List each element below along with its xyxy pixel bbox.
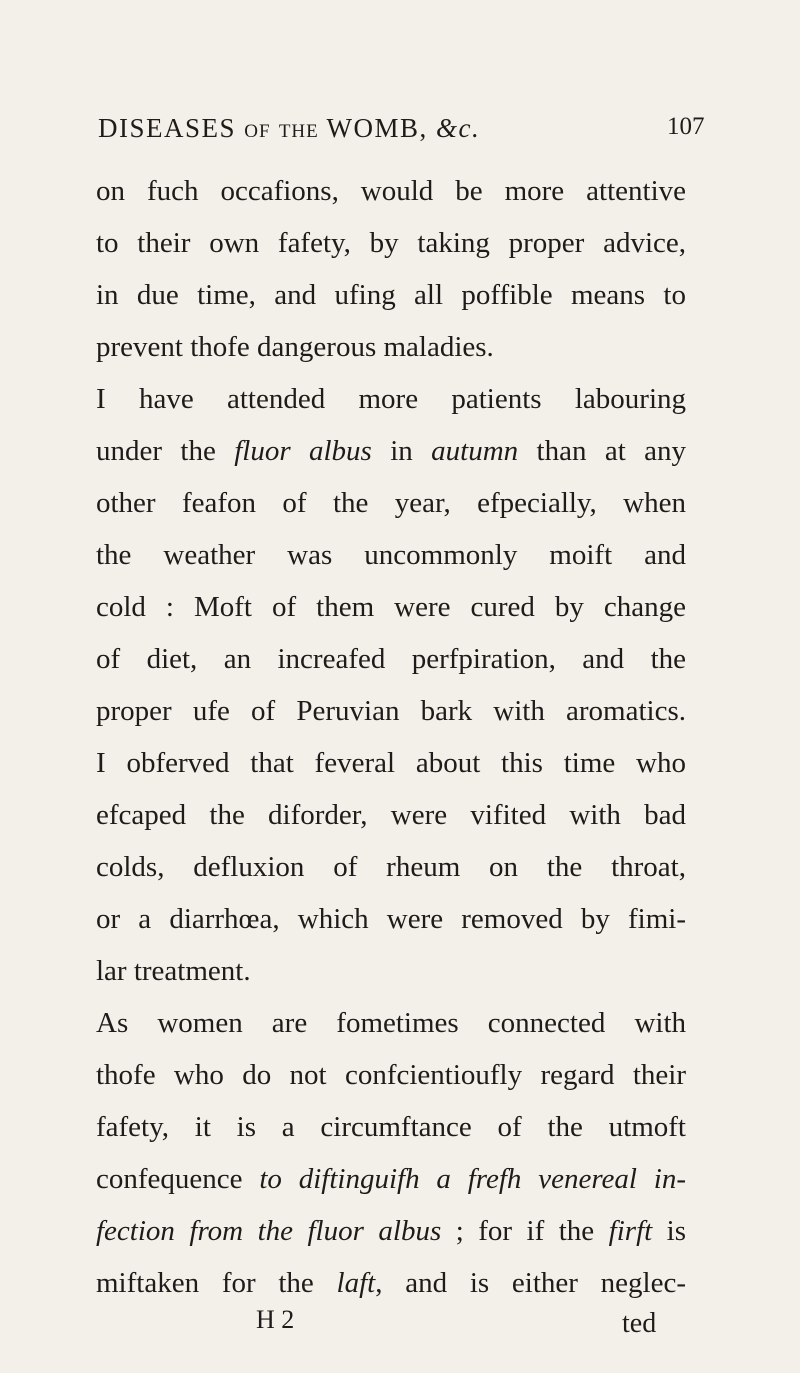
text-run: fafety, it is a circumftance of the utmoft bbox=[96, 1111, 686, 1143]
text-line bbox=[96, 893, 686, 945]
text-run: or a diarrhœa, which were removed by fimi- bbox=[96, 903, 686, 935]
text-run: ; for if the bbox=[441, 1215, 609, 1247]
running-head-diseases: DISEASES bbox=[98, 113, 237, 143]
text-run: I obferved that feveral about this time who bbox=[96, 747, 686, 779]
text-line bbox=[96, 945, 686, 997]
text-line bbox=[96, 529, 686, 581]
text-run: prevent thofe dangerous maladies. bbox=[96, 331, 494, 363]
running-head-of: OF bbox=[244, 121, 271, 142]
text-line bbox=[96, 997, 686, 1049]
text-line bbox=[96, 789, 686, 841]
text-run: of diet, an increafed perfpiration, and the bbox=[96, 643, 686, 675]
text-line bbox=[96, 581, 686, 633]
text-line bbox=[96, 737, 686, 789]
italic-run: fluor albus bbox=[234, 435, 372, 467]
text-run: confequence bbox=[96, 1163, 260, 1195]
text-run: in due time, and ufing all poffible means to bbox=[96, 279, 686, 311]
running-head-etc: &c. bbox=[436, 113, 481, 143]
text-run: to their own fafety, by taking proper advice, bbox=[96, 227, 686, 259]
text-line bbox=[96, 1205, 686, 1257]
text-run: I have attended more patients labouring bbox=[96, 383, 686, 415]
text-run: lar treatment. bbox=[96, 955, 251, 987]
text-run: colds, defluxion of rheum on the throat, bbox=[96, 851, 686, 883]
text-line bbox=[96, 1101, 686, 1153]
text-line bbox=[96, 477, 686, 529]
italic-run: to diftinguifh a frefh venereal in- bbox=[259, 1163, 687, 1195]
text-line bbox=[96, 373, 686, 425]
catchword: ted bbox=[622, 1308, 657, 1339]
running-head bbox=[98, 113, 718, 144]
text-run: , and is either neglec- bbox=[375, 1267, 686, 1299]
italic-run: fection from the fluor albus bbox=[96, 1215, 442, 1247]
text-run: other feafon of the year, efpecially, when bbox=[96, 487, 686, 519]
text-line bbox=[96, 633, 686, 685]
italic-run: firft bbox=[608, 1215, 653, 1247]
text-line bbox=[96, 269, 686, 321]
text-run: is bbox=[652, 1215, 687, 1247]
page-number: 107 bbox=[667, 113, 705, 140]
text-run: in bbox=[371, 435, 432, 467]
text-line bbox=[96, 217, 686, 269]
text-run: the weather was uncommonly moift and bbox=[96, 539, 686, 571]
text-line bbox=[96, 425, 686, 477]
text-run: proper ufe of Peruvian bark with aromatics. bbox=[96, 695, 686, 727]
text-run: thofe who do not confcientioufly regard their bbox=[96, 1059, 686, 1091]
text-run: efcaped the diforder, were vifited with bad bbox=[96, 799, 686, 831]
text-line bbox=[96, 1257, 686, 1309]
italic-run: autumn bbox=[431, 435, 519, 467]
text-line bbox=[96, 841, 686, 893]
text-run: under the bbox=[96, 435, 235, 467]
text-line bbox=[96, 685, 686, 737]
running-head-womb: WOMB, bbox=[326, 113, 428, 143]
text-line bbox=[96, 1049, 686, 1101]
running-head-the: THE bbox=[278, 121, 319, 142]
text-line bbox=[96, 321, 686, 373]
body-text bbox=[96, 165, 686, 1309]
signature-mark: H 2 bbox=[256, 1305, 295, 1334]
text-run: on fuch occafions, would be more attentive bbox=[96, 175, 686, 207]
text-run: miftaken for the bbox=[96, 1267, 337, 1299]
italic-run: laft bbox=[336, 1267, 376, 1299]
text-line bbox=[96, 165, 686, 217]
text-run: As women are fometimes connected with bbox=[96, 1007, 686, 1039]
text-line bbox=[96, 1153, 686, 1205]
text-run: than at any bbox=[518, 435, 687, 467]
text-run: cold : Moft of them were cured by change bbox=[96, 591, 686, 623]
